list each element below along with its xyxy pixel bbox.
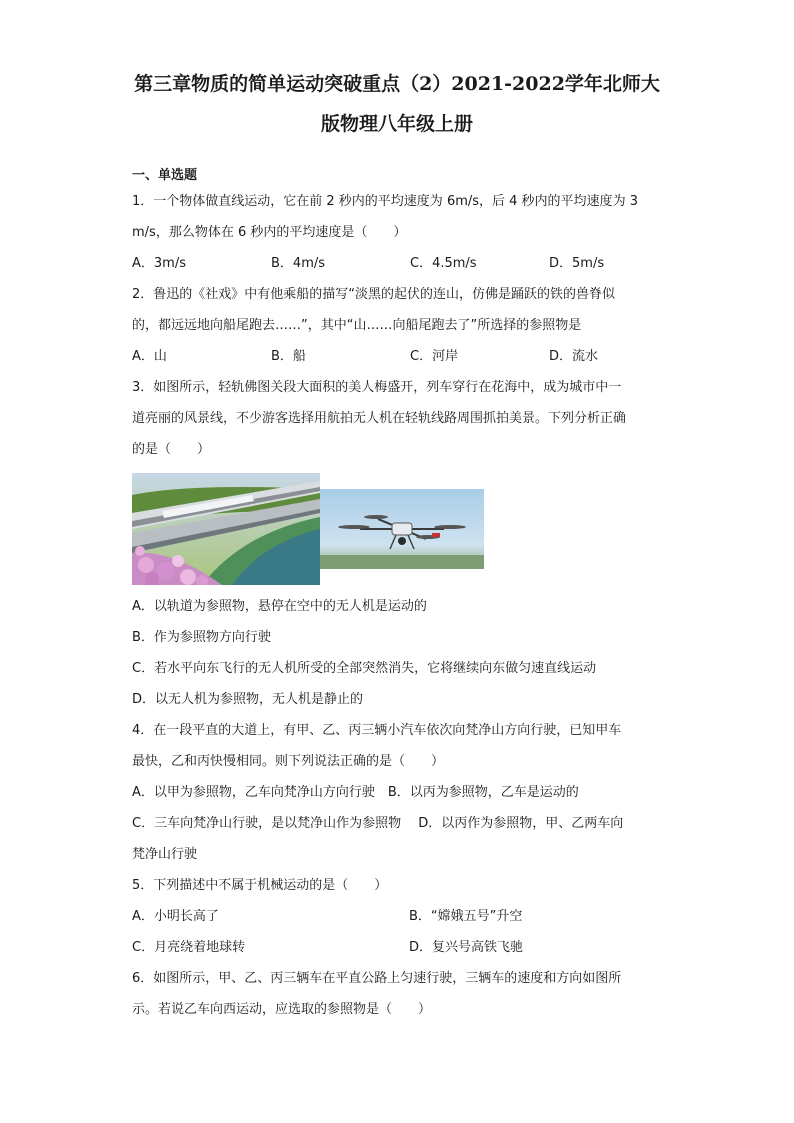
document-title <box>132 0 662 144</box>
q4-line-2: 最快，乙和丙快慢相同。则下列说法正确的是（ ） <box>132 754 445 769</box>
q2-line-1: 2．鲁迅的《社戏》中有他乘船的描写“淡黑的起伏的连山，仿佛是踊跃的铁的兽脊似 <box>132 287 616 302</box>
question-5 <box>132 870 662 963</box>
q2-options <box>132 341 662 372</box>
question-6 <box>132 963 662 1025</box>
q1-option-a: A．3m/s <box>132 256 186 271</box>
q6-line-2: 示。若说乙车向西运动，应选取的参照物是（ ） <box>132 1002 432 1017</box>
q2-option-d: D．流水 <box>549 349 599 364</box>
q1-option-b: B．4m/s <box>271 256 326 271</box>
q1-line-2: m/s，那么物体在 6 秒内的平均速度是（ ） <box>132 225 407 240</box>
q2-option-b: B．船 <box>271 349 306 364</box>
q3-option-a: A．以轨道为参照物，悬停在空中的无人机是运动的 <box>132 599 427 614</box>
question-4 <box>132 715 662 870</box>
q3-option-b: B．作为参照物方向行驶 <box>132 630 271 645</box>
section-heading: 一、单选题 <box>132 168 198 183</box>
q3-option-c: C．若水平向东飞行的无人机所受的全部突然消失，它将继续向东做匀速直线运动 <box>132 661 597 676</box>
q2-option-a: A．山 <box>132 349 167 364</box>
q3-line-2: 道亮丽的风景线，不少游客选择用航拍无人机在轻轨线路周围抓拍美景。下列分析正确 <box>132 411 627 426</box>
q1-option-d: D．5m/s <box>549 256 605 271</box>
q3-line-3: 的是（ ） <box>132 442 211 457</box>
light-rail-illustration <box>132 473 320 585</box>
q4-line-5: 梵净山行驶 <box>132 847 198 862</box>
question-3 <box>132 372 662 715</box>
q6-line-1: 6．如图所示，甲、乙、丙三辆车在平直公路上匀速行驶，三辆车的速度和方向如图所 <box>132 971 622 986</box>
q5-option-c: C．月亮绕着地球转 <box>132 940 246 955</box>
q4-options-ab: A．以甲为参照物，乙车向梵净山方向行驶 B．以丙为参照物，乙车是运动的 <box>132 785 579 800</box>
q2-line-2: 的，都远远地向船尾跑去……”，其中“山……向船尾跑去了”所选择的参照物是 <box>132 318 582 333</box>
question-1 <box>132 186 662 279</box>
light-rail-photo <box>132 473 320 585</box>
q1-option-c: C．4.5m/s <box>410 256 477 271</box>
q5-options-row-1 <box>132 901 662 932</box>
q3-figures <box>132 473 662 585</box>
q4-line-1: 4．在一段平直的大道上，有甲、乙、丙三辆小汽车依次向梵净山方向行驶，已知甲车 <box>132 723 622 738</box>
q3-option-d: D．以无人机为参照物，无人机是静止的 <box>132 692 364 707</box>
q2-option-c: C．河岸 <box>410 349 459 364</box>
title-line-2: 版物理八年级上册 <box>320 113 473 135</box>
drone-photo <box>320 489 484 569</box>
q5-option-b: B．“嫦娥五号”升空 <box>409 909 523 924</box>
q5-option-d: D．复兴号高铁飞驰 <box>409 940 524 955</box>
drone-illustration <box>320 489 484 569</box>
q5-option-a: A．小明长高了 <box>132 909 219 924</box>
q1-options <box>132 248 662 279</box>
question-2 <box>132 279 662 372</box>
q5-options-row-2 <box>132 932 662 963</box>
q1-line-1: 1．一个物体做直线运动，它在前 2 秒内的平均速度为 6m/s，后 4 秒内的平均速度为 3 <box>132 194 638 209</box>
q4-options-cd: C．三车向梵净山行驶，是以梵净山作为参照物 D．以丙作为参照物，甲、乙两车向 <box>132 816 624 831</box>
q3-line-1: 3．如图所示，轻轨佛图关段大面积的美人梅盛开，列车穿行在花海中，成为城市中一 <box>132 380 622 395</box>
title-line-1: 第三章物质的简单运动突破重点（2）2021-2022学年北师大 <box>134 73 660 95</box>
q5-line-1: 5．下列描述中不属于机械运动的是（ ） <box>132 878 388 893</box>
